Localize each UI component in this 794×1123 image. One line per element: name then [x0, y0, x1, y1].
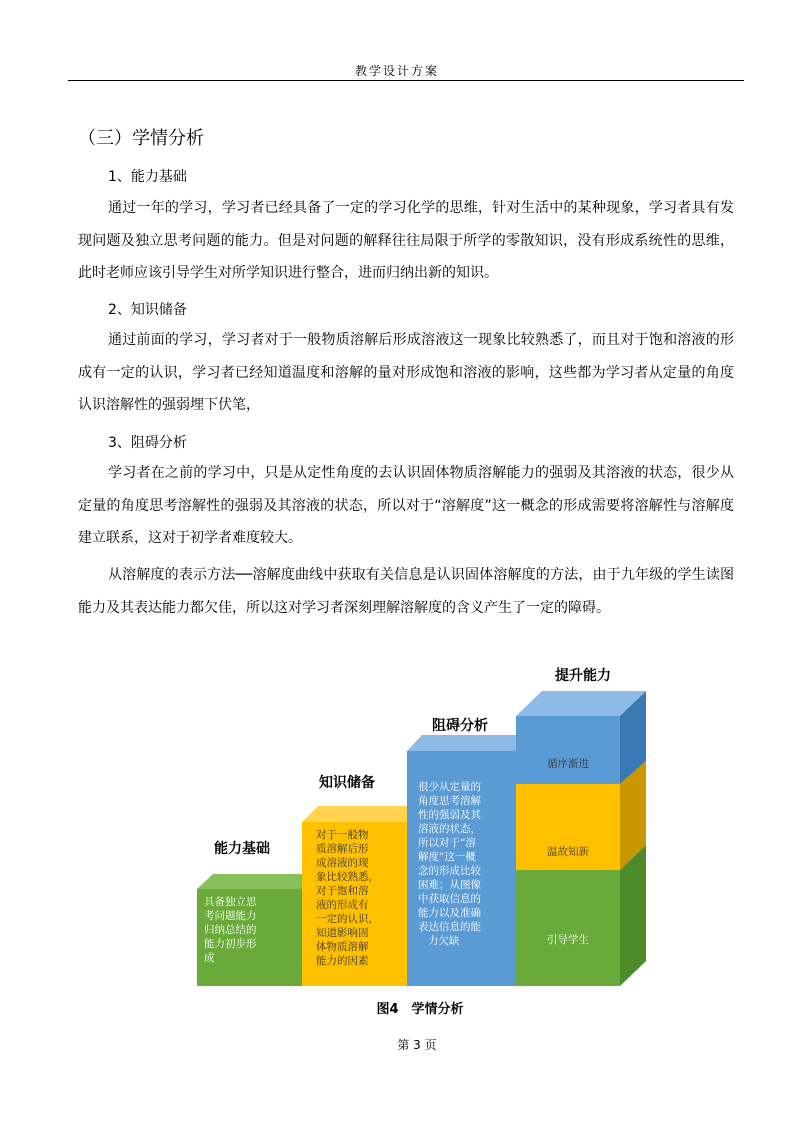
- step-improve-label: 提升能力: [555, 668, 611, 684]
- tower-block-progressive: [516, 716, 620, 784]
- paragraph-curve: 从溶解度的表示方法──溶解度曲线中获取有关信息是认识固体溶解度的方法，由于九年级的学生读图能力及其表达能力都欠佳，所以这对学习者深刻理解溶解度的含义产生了一定的障碍。: [78, 567, 734, 616]
- subsection-heading-2: 2、知识储备: [108, 302, 187, 318]
- step-ability-text: 具备独立思 考问题能力 归纳总结的 能力初步形 成: [204, 896, 257, 964]
- tower-text-progressive: 循序渐进: [547, 758, 589, 770]
- section-title: （三）学情分析: [78, 128, 204, 149]
- step-knowledge-top: [302, 806, 422, 822]
- step-knowledge-label: 知识储备: [319, 775, 375, 791]
- paragraph-knowledge: 通过前面的学习，学习者对于一般物质溶解后形成溶液这一现象比较熟悉了，而且对于饱和溶液的形成有一定的认识，学习者已经知道温度和溶解的量对形成饱和溶液的影响，这些都为学习者从定量的角度认识溶解性的强弱埋下伏笔，: [78, 332, 734, 413]
- step-improve: [516, 667, 646, 986]
- page-number: 第 3 页: [397, 1038, 437, 1052]
- staircase-figure: [194, 660, 664, 990]
- step-obstacle: [407, 717, 532, 986]
- subsection-heading-1: 1、能力基础: [108, 169, 187, 185]
- header-rule: [68, 80, 744, 81]
- step-knowledge: [302, 774, 422, 986]
- step-knowledge-text: 对于一般物 质溶解后形 成溶液的现 象比较熟悉， 对于饱和溶 液的形成有 一定的认识， 知道影响固 体物质溶解 能力的因素: [316, 829, 379, 967]
- step-obstacle-label: 阻碍分析: [432, 718, 488, 734]
- paragraph-ability: 通过一年的学习，学习者已经具备了一定的学习化学的思维，针对生活中的某种现象，学习者具有发现问题及独立思考问题的能力。但是对问题的解释往往局限于所学的零散知识，没有形成系统性的思维，此时老师应该引导学生对所学知识进行整合，进而归纳出新的知识。: [78, 200, 734, 281]
- step-ability: [197, 840, 318, 986]
- page-header: 教学设计方案: [354, 64, 439, 78]
- tower-text-review: 温故知新: [547, 846, 589, 858]
- step-obstacle-text: 很少从定量的 角度思考溶解 性的强弱及其 溶液的状态， 所以对于“溶 解度”这一概 念的形成比较 困难；从图像 中获取信息的 能力以及准确 表达信息的能 力欠缺: [418, 781, 481, 947]
- figure-caption: 图4 学情分析: [376, 1002, 464, 1017]
- step-ability-top: [197, 874, 318, 889]
- step-ability-label: 能力基础: [214, 841, 270, 857]
- tower-block-guide: [516, 870, 620, 986]
- subsection-heading-3: 3、阻碍分析: [108, 435, 187, 451]
- step-obstacle-top: [407, 735, 532, 751]
- tower-text-guide: 引导学生: [547, 934, 589, 946]
- paragraph-obstacle: 学习者在之前的学习中，只是从定性角度的去认识固体物质溶解能力的强弱及其溶液的状态，很少从定量的角度思考溶解性的强弱及其溶液的状态，所以对于“溶解度”这一概念的形成需要将溶解性与溶解度建立联系，这对于初学者难度较大。: [78, 465, 734, 546]
